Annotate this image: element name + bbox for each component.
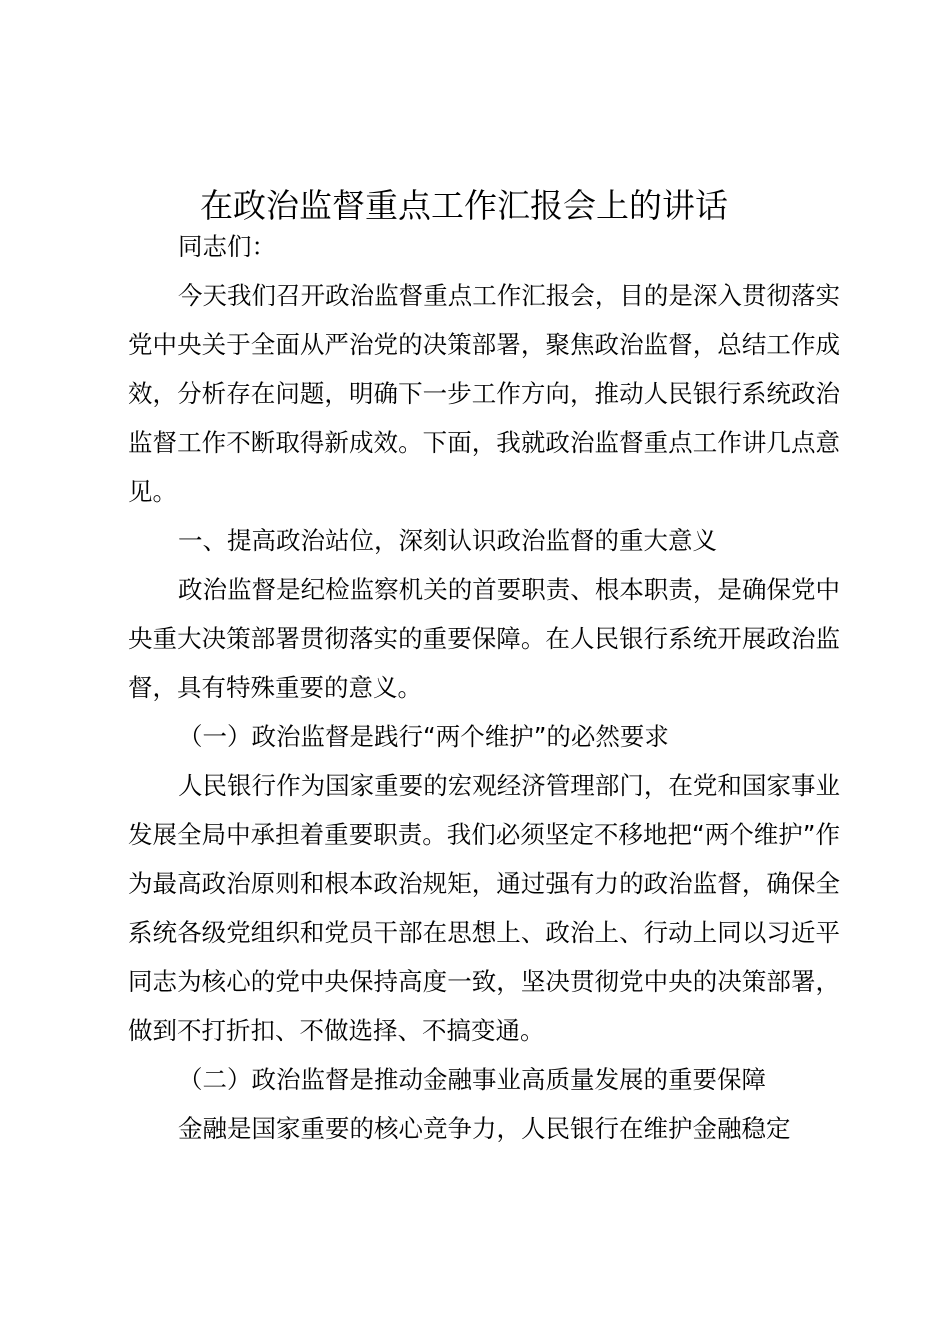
section-heading-1: 一、提高政治站位，深刻认识政治监督的重大意义 [178,526,717,555]
subsection-heading-1: （一）政治监督是践行“两个维护”的必然要求 [178,722,669,751]
salutation: 同志们： [178,232,276,261]
paragraph-subsection-2: 金融是国家重要的核心竞争力，人民银行在维护金融稳定 [178,1114,791,1143]
subsection-heading-2: （二）政治监督是推动金融事业高质量发展的重要保障 [178,1065,766,1094]
paragraph-section-1: 政治监督是纪检监察机关的首要职责、根本职责，是确保党中央重大决策部署贯彻落实的重要保障。在人民银行系统开展政治监督，具有特殊重要的意义。 [128,575,840,702]
paragraph-subsection-1: 人民银行作为国家重要的宏观经济管理部门，在党和国家事业发展全局中承担着重要职责。我们必须坚定不移地把“两个维护”作为最高政治原则和根本政治规矩，通过强有力的政治监督，确保全系统各级党组织和党员干部在思想上、政治上、行动上同以习近平同志为核心的党中央保持高度一致，坚决贯彻党中央的决策部署，做到不打折扣、不做选择、不搞变通。 [128,771,840,1045]
document-title: 在政治监督重点工作汇报会上的讲话 [200,186,728,225]
paragraph-intro: 今天我们召开政治监督重点工作汇报会，目的是深入贯彻落实党中央关于全面从严治党的决策部署，聚焦政治监督，总结工作成效，分析存在问题，明确下一步工作方向，推动人民银行系统政治监督工作不断取得新成效。下面，我就政治监督重点工作讲几点意见。 [128,281,840,506]
document-page [128,184,840,1153]
